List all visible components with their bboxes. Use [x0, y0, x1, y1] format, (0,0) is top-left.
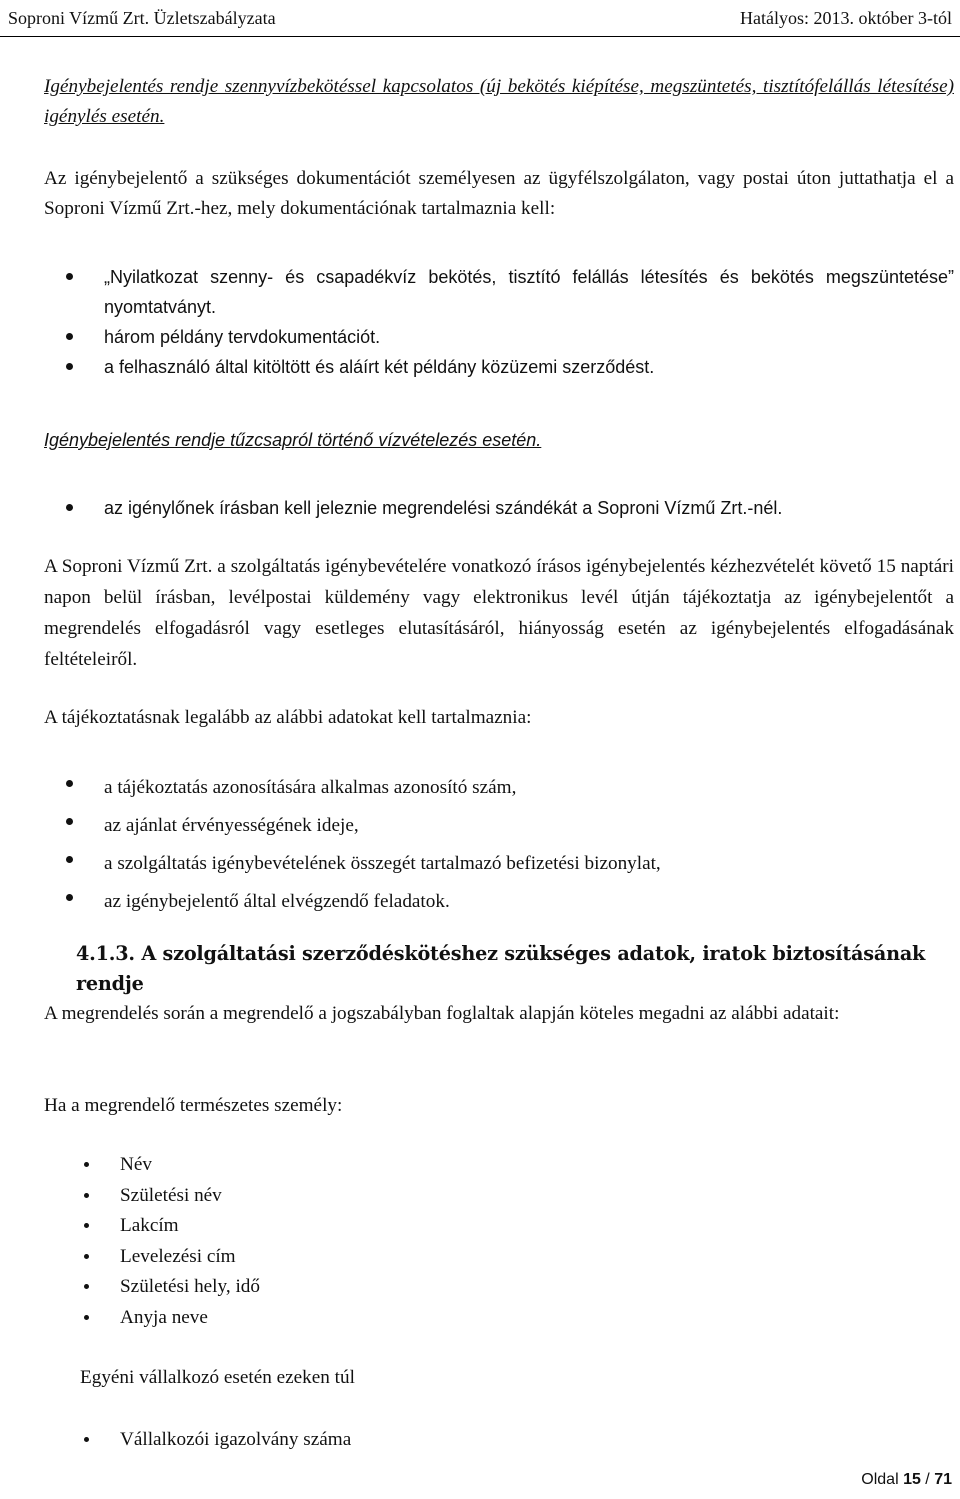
list-item: az ajánlat érvényességének ideje, — [44, 807, 954, 845]
list-item: Anyja neve — [44, 1303, 954, 1334]
list-item: Név — [44, 1150, 954, 1181]
list-item: Lakcím — [44, 1211, 954, 1242]
current-page: 15 — [903, 1471, 921, 1488]
list-item: Születési hely, idő — [44, 1272, 954, 1303]
list-item: az igénybejelentő által elvégzendő feladatok. — [44, 883, 954, 921]
section2-list — [44, 493, 954, 523]
page-header — [0, 0, 960, 37]
list-item: a szolgáltatás igénybevételének összegét tartalmazó befizetési bizonylat, — [44, 845, 954, 883]
total-pages: 71 — [934, 1471, 952, 1488]
list-item: a tájékoztatás azonosítására alkalmas azonosító szám, — [44, 769, 954, 807]
page-number — [861, 1465, 952, 1495]
section-heading-4-1-3: 4.1.3. A szolgáltatási szerződéskötéshez szükséges adatok, iratok biztosításának rendje — [76, 942, 926, 995]
list-item: Vállalkozói igazolvány száma — [44, 1425, 954, 1455]
list-item: a felhasználó által kitöltött és aláírt két példány közüzemi szerződést. — [44, 352, 954, 382]
entrepreneur-label: Egyéni vállalkozó esetén ezeken túl — [80, 1367, 355, 1388]
section1-heading: Igénybejelentés rendje szennyvízbekötéssel kapcsolatos (új bekötés kiépítése, megszüntetés, tisztítófelállás létesítése) igénylés esetén. — [44, 76, 954, 127]
natural-person-label: Ha a megrendelő természetes személy: — [44, 1095, 343, 1116]
header-title: Soproni Vízmű Zrt. Üzletszabályzata — [8, 8, 276, 28]
list-item: Levelezési cím — [44, 1242, 954, 1273]
list-item: három példány tervdokumentációt. — [44, 322, 954, 352]
natural-person-list — [44, 1150, 954, 1333]
section3-list — [44, 769, 954, 921]
list-item: „Nyilatkozat szenny- és csapadékvíz bekötés, tisztító felállás létesítés és bekötés megszüntetése” nyomtatványt. — [44, 262, 954, 322]
section1-paragraph: Az igénybejelentő a szükséges dokumentációt személyesen az ügyfélszolgálaton, vagy postai úton juttathatja el a Soproni Vízmű Zrt.-hez, mely dokumentációnak tartalmaznia kell: — [44, 168, 954, 219]
section1-list — [44, 262, 954, 382]
page-separator: / — [920, 1471, 935, 1488]
list-item: Születési név — [44, 1181, 954, 1212]
header-effective-date: Hatályos: 2013. október 3-tól — [740, 8, 952, 28]
entrepreneur-list — [44, 1425, 954, 1455]
list-item: az igénylőnek írásban kell jeleznie megrendelési szándékát a Soproni Vízmű Zrt.-nél. — [44, 493, 954, 523]
section2-heading: Igénybejelentés rendje tűzcsapról történő vízvételezés esetén. — [44, 430, 542, 450]
section2-paragraph: A Soproni Vízmű Zrt. a szolgáltatás igénybevételére vonatkozó írásos igénybejelentés kézhezvételét követő 15 naptári napon belül írásban, levélpostai küldemény vagy elektronikus levél útján tájékoztatja az igénybejelentőt a megrendelés elfogadásról vagy esetleges elutasításáról, hiányosság esetén az igénybejelentés elfogadásának feltételeiről. — [44, 556, 954, 670]
page-label: Oldal — [861, 1471, 904, 1488]
section3-intro: A tájékoztatásnak legalább az alábbi adatokat kell tartalmaznia: — [44, 707, 532, 728]
section4-paragraph: A megrendelés során a megrendelő a jogszabályban foglaltak alapján köteles megadni az alábbi adatait: — [44, 1003, 840, 1024]
